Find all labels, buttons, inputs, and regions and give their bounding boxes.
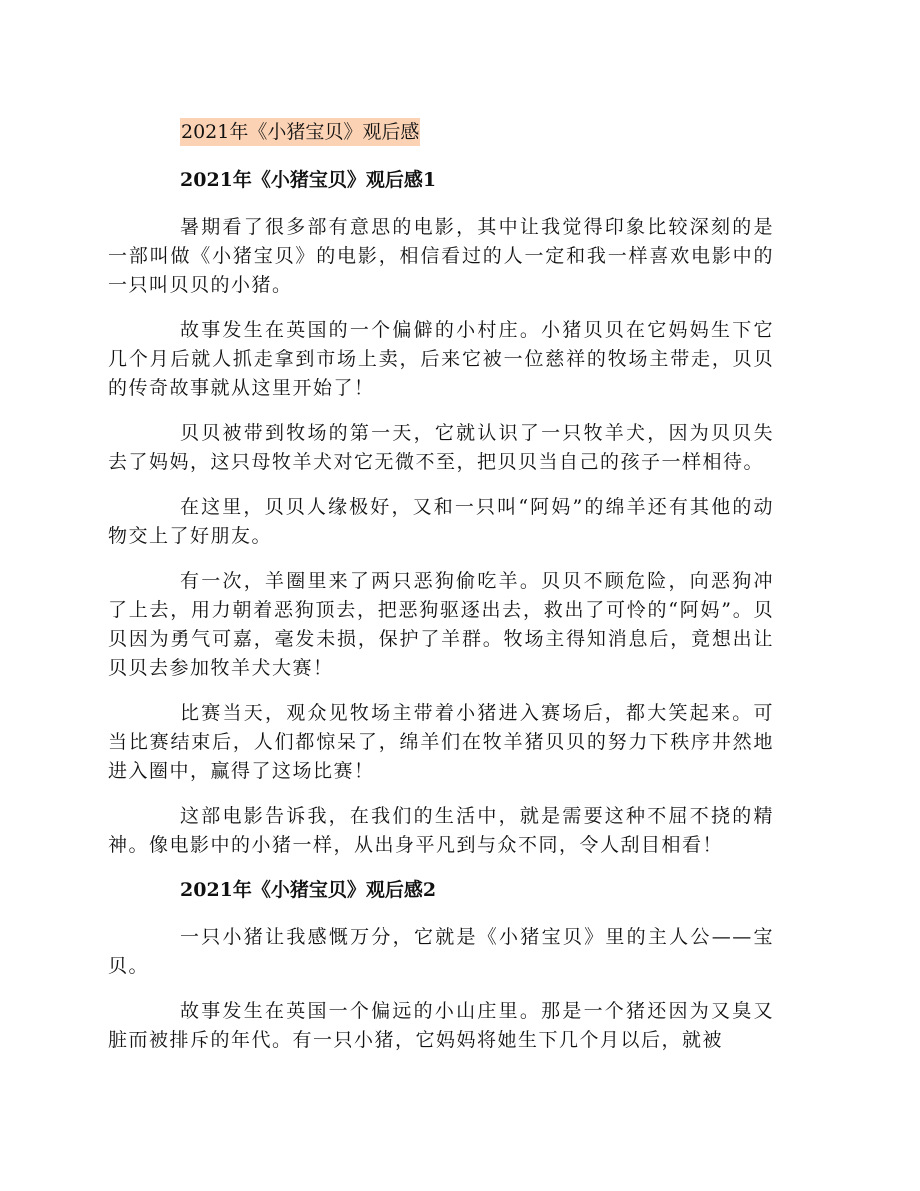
paragraph: 贝贝被带到牧场的第一天，它就认识了一只牧羊犬，因为贝贝失去了妈妈，这只母牧羊犬对它无微不至，把贝贝当自己的孩子一样相待。 xyxy=(108,422,774,473)
paragraph: 有一次，羊圈里来了两只恶狗偷吃羊。贝贝不顾危险，向恶狗冲了上去，用力朝着恶狗顶去，把恶狗驱逐出去，救出了可怜的“阿妈”。贝贝因为勇气可嘉，毫发未损，保护了羊群。牧场主得知消息后，竟想出让贝贝去参加牧羊犬大赛！ xyxy=(108,570,774,679)
paragraph: 一只小猪让我感慨万分，它就是《小猪宝贝》里的主人公——宝贝。 xyxy=(108,926,774,977)
paragraph: 故事发生在英国一个偏远的小山庄里。那是一个猪还因为又臭又脏而被排斥的年代。有一只小猪，它妈妈将她生下几个月以后，就被 xyxy=(108,1000,774,1051)
paragraph: 在这里，贝贝人缘极好，又和一只叫“阿妈”的绵羊还有其他的动物交上了好朋友。 xyxy=(108,496,774,547)
document-title: 2021年《小猪宝贝》观后感 xyxy=(180,118,420,146)
section-heading: 2021年《小猪宝贝》观后感2 xyxy=(180,879,437,901)
section-2 xyxy=(108,876,774,1055)
section-1 xyxy=(108,166,774,860)
paragraph: 比赛当天，观众见牧场主带着小猪进入赛场后，都大笑起来。可当比赛结束后，人们都惊呆了，绵羊们在牧羊猪贝贝的努力下秩序井然地进入圈中，赢得了这场比赛！ xyxy=(108,702,774,782)
document-page xyxy=(108,118,774,1071)
paragraph: 暑期看了很多部有意思的电影，其中让我觉得印象比较深刻的是一部叫做《小猪宝贝》的电影，相信看过的人一定和我一样喜欢电影中的一只叫贝贝的小猪。 xyxy=(108,216,774,296)
paragraph: 故事发生在英国的一个偏僻的小村庄。小猪贝贝在它妈妈生下它几个月后就人抓走拿到市场上卖，后来它被一位慈祥的牧场主带走，贝贝的传奇故事就从这里开始了！ xyxy=(108,319,774,399)
section-heading: 2021年《小猪宝贝》观后感1 xyxy=(180,169,437,191)
paragraph: 这部电影告诉我，在我们的生活中，就是需要这种不屈不挠的精神。像电影中的小猪一样，从出身平凡到与众不同，令人刮目相看！ xyxy=(108,805,774,856)
